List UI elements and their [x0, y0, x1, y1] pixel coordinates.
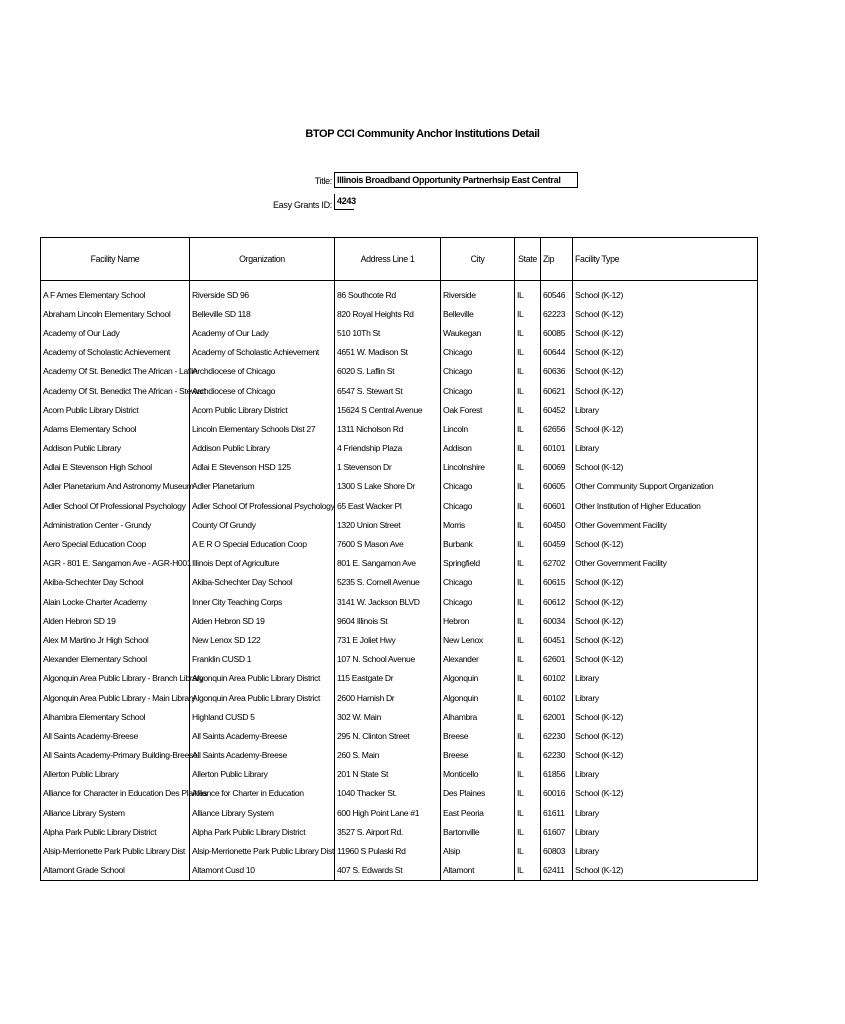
cell-state: IL [515, 650, 541, 669]
cell-facility-name: Addison Public Library [41, 439, 190, 458]
cell-zip: 61607 [541, 822, 573, 841]
cell-organization: Addison Public Library [190, 439, 335, 458]
cell-zip: 61856 [541, 765, 573, 784]
cell-facility-name: Alex M Martino Jr High School [41, 630, 190, 649]
cell-facility-type: School (K-12) [573, 611, 758, 630]
cell-state: IL [515, 477, 541, 496]
cell-address: 1300 S Lake Shore Dr [335, 477, 441, 496]
cell-city: Chicago [441, 592, 515, 611]
cell-address: 201 N State St [335, 765, 441, 784]
cell-city: Riverside [441, 281, 515, 305]
table-row [41, 822, 758, 841]
cell-facility-type: School (K-12) [573, 304, 758, 323]
cell-city: Bartonville [441, 822, 515, 841]
table-row [41, 477, 758, 496]
cell-facility-type: School (K-12) [573, 630, 758, 649]
cell-state: IL [515, 822, 541, 841]
cell-city: Chicago [441, 573, 515, 592]
cell-address: 302 W. Main [335, 707, 441, 726]
cell-facility-name: Altamont Grade School [41, 861, 190, 881]
cell-address: 510 10Th St [335, 323, 441, 342]
cell-state: IL [515, 323, 541, 342]
cell-organization: Alliance Library System [190, 803, 335, 822]
cell-organization: Acorn Public Library District [190, 400, 335, 419]
cell-zip: 60450 [541, 515, 573, 534]
cell-city: Chicago [441, 343, 515, 362]
table-row [41, 630, 758, 649]
table-row [41, 592, 758, 611]
cell-state: IL [515, 573, 541, 592]
cell-city: Breese [441, 726, 515, 745]
cell-facility-type: Other Government Facility [573, 515, 758, 534]
cell-facility-type: Other Institution of Higher Education [573, 496, 758, 515]
cell-zip: 60016 [541, 784, 573, 803]
table-row [41, 554, 758, 573]
cell-address: 407 S. Edwards St [335, 861, 441, 881]
cell-facility-type: School (K-12) [573, 343, 758, 362]
grant-label: Easy Grants ID: [272, 200, 332, 210]
cell-state: IL [515, 592, 541, 611]
cell-zip: 62230 [541, 746, 573, 765]
cell-zip: 60546 [541, 281, 573, 305]
cell-city: Breese [441, 746, 515, 765]
cell-facility-name: Administration Center - Grundy [41, 515, 190, 534]
cell-organization: Inner City Teaching Corps [190, 592, 335, 611]
cell-address: 260 S. Main [335, 746, 441, 765]
cell-zip: 60451 [541, 630, 573, 649]
cell-state: IL [515, 515, 541, 534]
cell-facility-name: Alpha Park Public Library District [41, 822, 190, 841]
cell-facility-type: School (K-12) [573, 458, 758, 477]
cell-address: 820 Royal Heights Rd [335, 304, 441, 323]
cell-organization: Alpha Park Public Library District [190, 822, 335, 841]
cell-address: 295 N. Clinton Street [335, 726, 441, 745]
table-row [41, 688, 758, 707]
cell-organization: Archdiocese of Chicago [190, 381, 335, 400]
table-row [41, 400, 758, 419]
cell-city: Lincolnshire [441, 458, 515, 477]
cell-zip: 62223 [541, 304, 573, 323]
cell-organization: County Of Grundy [190, 515, 335, 534]
cell-facility-name: Adlai E Stevenson High School [41, 458, 190, 477]
cell-city: Belleville [441, 304, 515, 323]
cell-zip: 60621 [541, 381, 573, 400]
cell-city: Oak Forest [441, 400, 515, 419]
cell-city: Chicago [441, 381, 515, 400]
cell-facility-type: Other Community Support Organization [573, 477, 758, 496]
cell-organization: Lincoln Elementary Schools Dist 27 [190, 419, 335, 438]
cell-address: 65 East Wacker Pl [335, 496, 441, 515]
cell-state: IL [515, 841, 541, 860]
cell-state: IL [515, 861, 541, 881]
cell-facility-type: School (K-12) [573, 784, 758, 803]
cell-state: IL [515, 784, 541, 803]
cell-city: Morris [441, 515, 515, 534]
cell-facility-name: All Saints Academy-Primary Building-Breese [41, 746, 190, 765]
cell-organization: Belleville SD 118 [190, 304, 335, 323]
cell-state: IL [515, 458, 541, 477]
cell-address: 1311 Nicholson Rd [335, 419, 441, 438]
cell-state: IL [515, 803, 541, 822]
document-title: BTOP CCI Community Anchor Institutions Detail [305, 128, 540, 140]
cell-city: New Lenox [441, 630, 515, 649]
cell-address: 4651 W. Madison St [335, 343, 441, 362]
cell-facility-name: Alsip-Merrionette Park Public Library Dist [41, 841, 190, 860]
cell-zip: 60452 [541, 400, 573, 419]
cell-city: Altamont [441, 861, 515, 881]
table-row [41, 669, 758, 688]
cell-city: Algonquin [441, 688, 515, 707]
table-row [41, 650, 758, 669]
cell-city: Monticello [441, 765, 515, 784]
cell-zip: 61611 [541, 803, 573, 822]
cell-zip: 60615 [541, 573, 573, 592]
cell-facility-type: Library [573, 669, 758, 688]
header-zip: Zip [541, 238, 573, 281]
cell-facility-type: School (K-12) [573, 419, 758, 438]
cell-organization: Academy of Our Lady [190, 323, 335, 342]
cell-zip: 62601 [541, 650, 573, 669]
cell-facility-name: Abraham Lincoln Elementary School [41, 304, 190, 323]
cell-city: Des Plaines [441, 784, 515, 803]
cell-facility-name: Academy Of St. Benedict The African - Stewart [41, 381, 190, 400]
cell-zip: 62702 [541, 554, 573, 573]
table-row [41, 765, 758, 784]
table-row [41, 861, 758, 881]
cell-state: IL [515, 439, 541, 458]
table-row [41, 841, 758, 860]
cell-organization: Illinois Dept of Agriculture [190, 554, 335, 573]
cell-state: IL [515, 554, 541, 573]
cell-zip: 60803 [541, 841, 573, 860]
table-row [41, 343, 758, 362]
cell-facility-name: A F Ames Elementary School [41, 281, 190, 305]
cell-city: Algonquin [441, 669, 515, 688]
grant-value: 4243 [334, 194, 354, 210]
header-facility-type: Facility Type [573, 238, 758, 281]
cell-facility-type: School (K-12) [573, 707, 758, 726]
cell-facility-type: School (K-12) [573, 650, 758, 669]
cell-organization: Adler School Of Professional Psychology [190, 496, 335, 515]
cell-address: 731 E Joliet Hwy [335, 630, 441, 649]
cell-facility-type: School (K-12) [573, 726, 758, 745]
cell-state: IL [515, 746, 541, 765]
cell-organization: Alden Hebron SD 19 [190, 611, 335, 630]
cell-facility-name: Algonquin Area Public Library - Branch Library [41, 669, 190, 688]
cell-organization: All Saints Academy-Breese [190, 726, 335, 745]
cell-facility-type: Library [573, 765, 758, 784]
cell-address: 6020 S. Laflin St [335, 362, 441, 381]
cell-address: 2600 Harnish Dr [335, 688, 441, 707]
title-value: Illinois Broadband Opportunity Partnerhsip East Central [334, 172, 578, 188]
grant-row [0, 194, 770, 212]
cell-address: 4 Friendship Plaza [335, 439, 441, 458]
cell-city: Springfield [441, 554, 515, 573]
cell-facility-name: Academy Of St. Benedict The African - Laflin [41, 362, 190, 381]
cell-facility-name: Alliance for Character in Education Des Plaines [41, 784, 190, 803]
cell-zip: 62230 [541, 726, 573, 745]
cell-zip: 60644 [541, 343, 573, 362]
cell-city: Alexander [441, 650, 515, 669]
cell-facility-name: AGR - 801 E. Sangamon Ave - AGR-H001 [41, 554, 190, 573]
table-row [41, 304, 758, 323]
cell-state: IL [515, 343, 541, 362]
cell-organization: Alliance for Charter in Education [190, 784, 335, 803]
cell-state: IL [515, 281, 541, 305]
cell-facility-type: School (K-12) [573, 362, 758, 381]
cell-organization: Akiba-Schechter Day School [190, 573, 335, 592]
table-row [41, 726, 758, 745]
table-row [41, 362, 758, 381]
cell-organization: Riverside SD 96 [190, 281, 335, 305]
table-row [41, 515, 758, 534]
table-row [41, 707, 758, 726]
cell-address: 107 N. School Avenue [335, 650, 441, 669]
cell-state: IL [515, 304, 541, 323]
table-row [41, 534, 758, 553]
table-row [41, 496, 758, 515]
cell-state: IL [515, 419, 541, 438]
cell-facility-type: School (K-12) [573, 381, 758, 400]
table-row [41, 746, 758, 765]
cell-facility-type: School (K-12) [573, 281, 758, 305]
cell-state: IL [515, 688, 541, 707]
cell-state: IL [515, 496, 541, 515]
cell-zip: 60636 [541, 362, 573, 381]
cell-address: 3141 W. Jackson BLVD [335, 592, 441, 611]
cell-facility-type: Library [573, 822, 758, 841]
table-row [41, 573, 758, 592]
table-row [41, 381, 758, 400]
cell-facility-type: School (K-12) [573, 534, 758, 553]
cell-facility-type: Library [573, 400, 758, 419]
cell-state: IL [515, 381, 541, 400]
cell-facility-name: Acorn Public Library District [41, 400, 190, 419]
table-row [41, 419, 758, 438]
cell-organization: Adlai E Stevenson HSD 125 [190, 458, 335, 477]
cell-facility-type: School (K-12) [573, 861, 758, 881]
cell-state: IL [515, 669, 541, 688]
cell-city: Burbank [441, 534, 515, 553]
cell-facility-type: Library [573, 803, 758, 822]
cell-address: 11960 S Pulaski Rd [335, 841, 441, 860]
cell-facility-type: Other Government Facility [573, 554, 758, 573]
cell-facility-name: Alliance Library System [41, 803, 190, 822]
cell-state: IL [515, 630, 541, 649]
cell-organization: Allerton Public Library [190, 765, 335, 784]
cell-zip: 62411 [541, 861, 573, 881]
cell-address: 7600 S Mason Ave [335, 534, 441, 553]
header-city: City [441, 238, 515, 281]
cell-state: IL [515, 765, 541, 784]
cell-organization: Alsip-Merrionette Park Public Library Dist [190, 841, 335, 860]
cell-facility-type: School (K-12) [573, 746, 758, 765]
cell-address: 3527 S. Airport Rd. [335, 822, 441, 841]
table-body [41, 281, 758, 881]
cell-state: IL [515, 400, 541, 419]
cell-city: Hebron [441, 611, 515, 630]
cell-zip: 60612 [541, 592, 573, 611]
cell-address: 1040 Thacker St. [335, 784, 441, 803]
cell-zip: 60101 [541, 439, 573, 458]
cell-organization: Highland CUSD 5 [190, 707, 335, 726]
cell-facility-type: School (K-12) [573, 323, 758, 342]
cell-state: IL [515, 362, 541, 381]
cell-facility-type: School (K-12) [573, 592, 758, 611]
cell-facility-name: Alden Hebron SD 19 [41, 611, 190, 630]
cell-organization: Altamont Cusd 10 [190, 861, 335, 881]
cell-organization: Franklin CUSD 1 [190, 650, 335, 669]
cell-organization: Algonquin Area Public Library District [190, 688, 335, 707]
cell-city: Addison [441, 439, 515, 458]
header-state: State [515, 238, 541, 281]
cell-facility-name: Adams Elementary School [41, 419, 190, 438]
title-label: Title: [314, 176, 332, 186]
header-organization: Organization [190, 238, 335, 281]
cell-city: Chicago [441, 496, 515, 515]
cell-state: IL [515, 611, 541, 630]
header-facility-name: Facility Name [41, 238, 190, 281]
table-row [41, 611, 758, 630]
cell-facility-name: Algonquin Area Public Library - Main Library [41, 688, 190, 707]
cell-facility-name: Alexander Elementary School [41, 650, 190, 669]
cell-zip: 60102 [541, 688, 573, 707]
cell-zip: 60102 [541, 669, 573, 688]
cell-address: 801 E. Sangamon Ave [335, 554, 441, 573]
table-header-row [41, 238, 758, 281]
cell-facility-type: Library [573, 841, 758, 860]
cell-organization: Adler Planetarium [190, 477, 335, 496]
cell-organization: New Lenox SD 122 [190, 630, 335, 649]
cell-organization: Archdiocese of Chicago [190, 362, 335, 381]
cell-facility-name: Alain Locke Charter Academy [41, 592, 190, 611]
cell-zip: 60069 [541, 458, 573, 477]
table-row [41, 439, 758, 458]
cell-zip: 60085 [541, 323, 573, 342]
cell-facility-name: Academy of Scholastic Achievement [41, 343, 190, 362]
cell-state: IL [515, 534, 541, 553]
cell-facility-type: Library [573, 688, 758, 707]
cell-city: East Peoria [441, 803, 515, 822]
cell-zip: 60459 [541, 534, 573, 553]
cell-facility-name: Allerton Public Library [41, 765, 190, 784]
cell-address: 86 Southcote Rd [335, 281, 441, 305]
cell-city: Chicago [441, 362, 515, 381]
cell-facility-name: Akiba-Schechter Day School [41, 573, 190, 592]
cell-state: IL [515, 726, 541, 745]
cell-address: 1320 Union Street [335, 515, 441, 534]
anchor-institutions-table [40, 237, 758, 881]
cell-address: 9604 Illinois St [335, 611, 441, 630]
header-address: Address Line 1 [335, 238, 441, 281]
cell-facility-type: School (K-12) [573, 573, 758, 592]
cell-organization: All Saints Academy-Breese [190, 746, 335, 765]
cell-facility-type: Library [573, 439, 758, 458]
cell-address: 6547 S. Stewart St [335, 381, 441, 400]
cell-organization: Algonquin Area Public Library District [190, 669, 335, 688]
cell-zip: 60601 [541, 496, 573, 515]
cell-facility-name: Aero Special Education Coop [41, 534, 190, 553]
cell-organization: A E R O Special Education Coop [190, 534, 335, 553]
table-row [41, 784, 758, 803]
cell-zip: 60605 [541, 477, 573, 496]
cell-address: 5235 S. Cornell Avenue [335, 573, 441, 592]
cell-zip: 60034 [541, 611, 573, 630]
cell-facility-name: Adler School Of Professional Psychology [41, 496, 190, 515]
cell-city: Chicago [441, 477, 515, 496]
table-row [41, 458, 758, 477]
table-row [41, 281, 758, 305]
cell-facility-name: Adler Planetarium And Astronomy Museum [41, 477, 190, 496]
cell-facility-name: Alhambra Elementary School [41, 707, 190, 726]
cell-facility-name: All Saints Academy-Breese [41, 726, 190, 745]
table-row [41, 323, 758, 342]
cell-zip: 62001 [541, 707, 573, 726]
cell-address: 115 Eastgate Dr [335, 669, 441, 688]
cell-city: Waukegan [441, 323, 515, 342]
cell-city: Alsip [441, 841, 515, 860]
title-row [0, 172, 770, 190]
cell-facility-name: Academy of Our Lady [41, 323, 190, 342]
cell-address: 1 Stevenson Dr [335, 458, 441, 477]
cell-city: Lincoln [441, 419, 515, 438]
cell-state: IL [515, 707, 541, 726]
cell-city: Alhambra [441, 707, 515, 726]
cell-zip: 62656 [541, 419, 573, 438]
cell-organization: Academy of Scholastic Achievement [190, 343, 335, 362]
cell-address: 600 High Point Lane #1 [335, 803, 441, 822]
table-row [41, 803, 758, 822]
cell-address: 15624 S Central Avenue [335, 400, 441, 419]
